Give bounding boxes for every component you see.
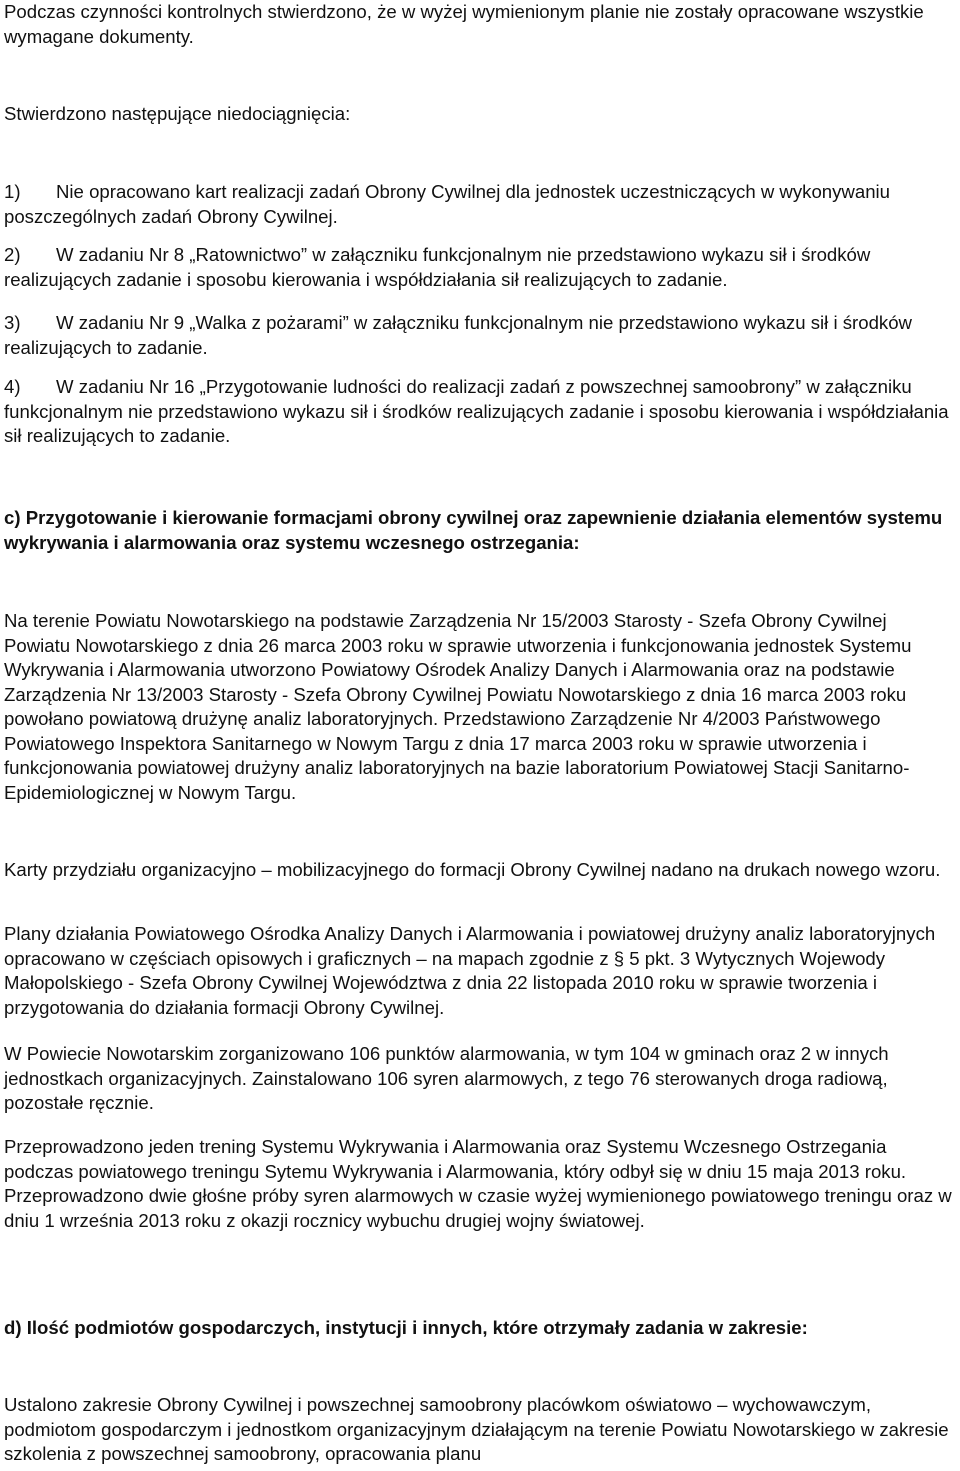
finding-text: W zadaniu Nr 16 „Przygotowanie ludności do realizacji zadań z powszechnej samoobrony” w załączniku funkcjonalnym nie przedstawiono wykazu sił i środków realizujących zadanie i sposobu kierowania i współdziałania sił realizujących to zadanie. [4, 376, 949, 446]
finding-number: 4) [4, 376, 21, 397]
section-d-paragraph: Ustalono zakresie Obrony Cywilnej i powszechnej samoobrony placówkom oświatowo – wychowawczym, podmiotom gospodarczym i jednostkom organizacyjnym działającym na terenie Powiatu Nowotarskiego w zakresie szkolenia z powszechnej samoobrony, opracowania planu [4, 1394, 949, 1464]
section-c-heading: c) Przygotowanie i kierowanie formacjami obrony cywilnej oraz zapewnienie działania elementów systemu wykrywania i alarmowania oraz systemu wczesnego ostrzegania: [4, 507, 943, 553]
finding-item-2 [4, 243, 956, 292]
section-d-heading: d) Ilość podmiotów gospodarczych, instytucji i innych, które otrzymały zadania w zakresie: [4, 1317, 808, 1338]
finding-text: Nie opracowano kart realizacji zadań Obrony Cywilnej dla jednostek uczestniczących w wykonywaniu poszczególnych zadań Obrony Cywilnej. [4, 181, 891, 227]
finding-number: 2) [4, 244, 21, 265]
finding-item-4 [4, 375, 956, 449]
finding-text: W zadaniu Nr 8 „Ratownictwo” w załączniku funkcjonalnym nie przedstawiono wykazu sił i środków realizujących zadanie i sposobu kierowania i współdziałania sił realizujących to zadanie. [4, 244, 871, 290]
section-c-paragraph-1: Na terenie Powiatu Nowotarskiego na podstawie Zarządzenia Nr 15/2003 Starosty - Szefa Obrony Cywilnej Powiatu Nowotarskiego z dnia 26 marca 2003 roku w sprawie utworzenia i funkcjonowania jednostek Systemu Wykrywania i Alarmowania utworzono Powiatowy Ośrodek Analizy Danych i Alarmowania oraz na podstawie Zarządzenia Nr 13/2003 Starosty - Szefa Obrony Cywilnej Powiatu Nowotarskiego z dnia 16 marca 2003 roku powołano powiatową drużynę analiz laboratoryjnych. Przedstawiono Zarządzenie Nr 4/2003 Państwowego Powiatowego Inspektora Sanitarnego w Nowym Targu z dnia 17 marca 2003 roku w sprawie utworzenia i funkcjonowania powiatowej drużyny analiz laboratoryjnych na bazie laboratorium Powiatowej Stacji Sanitarno-Epidemiologicznej w Nowym Targu. [4, 610, 912, 803]
section-c-paragraph-3: Plany działania Powiatowego Ośrodka Analizy Danych i Alarmowania i powiatowej drużyny analiz laboratoryjnych opracowano w częściach opisowych i graficznych – na mapach zgodnie z § 5 pkt. 3 Wytycznych Wojewody Małopolskiego - Szefa Obrony Cywilnej Województwa z dnia 22 listopada 2010 roku w sprawie tworzenia i przygotowania do działania formacji Obrony Cywilnej. [4, 923, 936, 1018]
finding-text: W zadaniu Nr 9 „Walka z pożarami” w załączniku funkcjonalnym nie przedstawiono wykazu sił i środków realizujących to zadanie. [4, 312, 912, 358]
finding-item-1 [4, 180, 956, 229]
section-c-paragraph-2: Karty przydziału organizacyjno – mobilizacyjnego do formacji Obrony Cywilnej nadano na drukach nowego wzoru. [4, 859, 941, 880]
finding-item-3 [4, 311, 956, 360]
section-c-paragraph-4: W Powiecie Nowotarskim zorganizowano 106 punktów alarmowania, w tym 104 w gminach oraz 2 w innych jednostkach organizacyjnych. Zainstalowano 106 syren alarmowych, z tego 76 sterowanych droga radiową, pozostałe ręcznie. [4, 1043, 889, 1113]
finding-number: 3) [4, 312, 21, 333]
findings-header: Stwierdzono następujące niedociągnięcia: [4, 103, 351, 124]
finding-number: 1) [4, 181, 21, 202]
section-c-paragraph-5: Przeprowadzono jeden trening Systemu Wykrywania i Alarmowania oraz Systemu Wczesnego Ostrzegania podczas powiatowego treningu Sytemu Wykrywania i Alarmowania, który odbył się w dniu 15 maja 2013 roku. Przeprowadzono dwie głośne próby syren alarmowych w czasie wyżej wymienionego powiatowego treningu oraz w dniu 1 września 2013 roku z okazji rocznicy wybuchu drugiej wojny światowej. [4, 1136, 952, 1231]
intro-paragraph: Podczas czynności kontrolnych stwierdzono, że w wyżej wymienionym planie nie zostały opracowane wszystkie wymagane dokumenty. [4, 1, 924, 47]
